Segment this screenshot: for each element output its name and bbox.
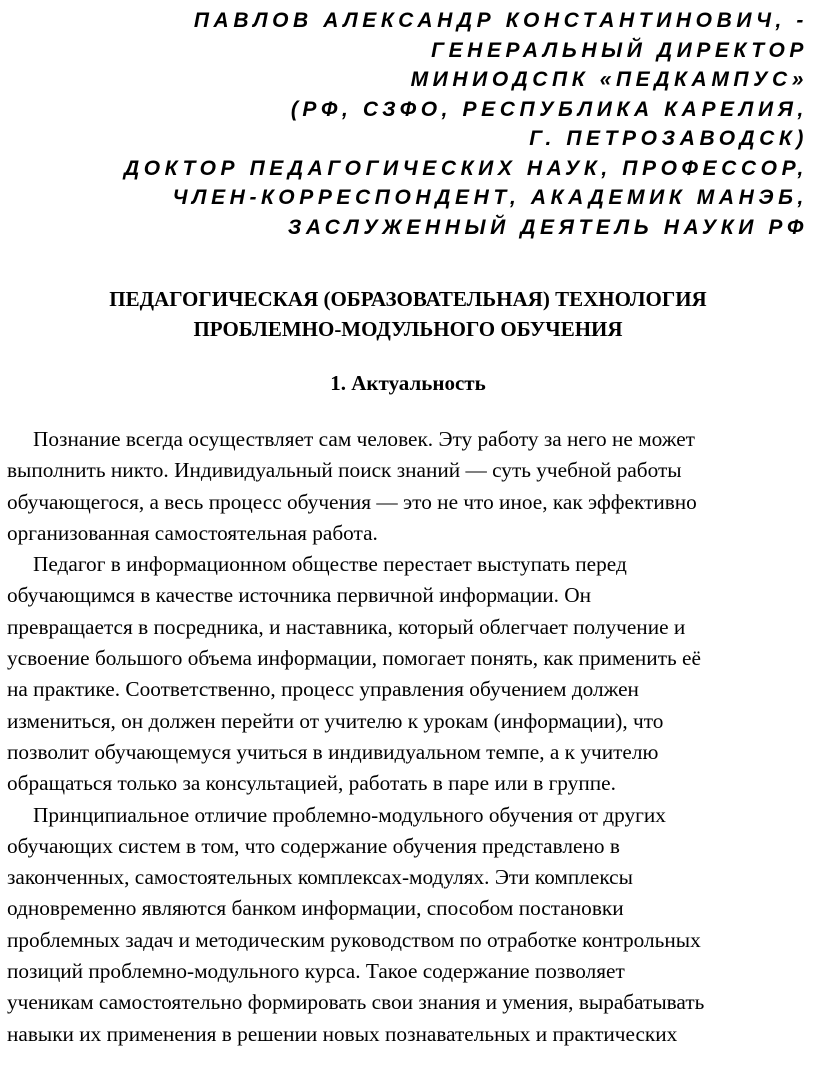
paragraph-line: на практике. Соответственно, процесс управления обучением должен [7, 677, 639, 702]
paragraph-line: обучающимся в качестве источника первичной информации. Он [7, 583, 592, 608]
paragraph-line: позволит обучающемуся учиться в индивидуальном темпе, а к учителю [7, 739, 659, 764]
paragraph-line: проблемных задач и методическим руководством по отработке контрольных [7, 927, 701, 952]
author-line: (РФ, СЗФО, РЕСПУБЛИКА КАРЕЛИЯ, [290, 97, 808, 121]
paragraph-line: обращаться только за консультацией, работать в паре или в группе. [7, 771, 616, 796]
paragraph-line: Познание всегда осуществляет сам человек. Эту работу за него не может [33, 427, 695, 451]
author-line: Г. ПЕТРОЗАВОДСК) [529, 127, 808, 150]
paragraph-line: законченных, самостоятельных комплексах-модулях. Эти комплексы [7, 865, 633, 890]
paragraph-line: обучающих систем в том, что содержание обучения представлено в [7, 833, 620, 858]
author-info [28, 6, 808, 242]
author-line: ЧЛЕН-КОРРЕСПОНДЕНТ, АКАДЕМИК МАНЭБ, [172, 186, 808, 209]
section-heading: 1. Актуальность [330, 371, 486, 395]
author-line: ПАВЛОВ АЛЕКСАНДР КОНСТАНТИНОВИЧ, - [193, 9, 808, 32]
paragraph-line: Педагог в информационном обществе перестает выступать перед [33, 552, 627, 577]
author-line: ДОКТОР ПЕДАГОГИЧЕСКИХ НАУК, ПРОФЕССОР, [123, 156, 808, 180]
paragraph-line: измениться, он должен перейти от учителю к урокам (информации), что [7, 708, 664, 733]
document-title [0, 284, 816, 344]
author-line: ГЕНЕРАЛЬНЫЙ ДИРЕКТОР [431, 38, 808, 62]
paragraph-line: навыки их применения в решении новых познавательных и практических [7, 1021, 678, 1046]
title-line: ПРОБЛЕМНО-МОДУЛЬНОГО ОБУЧЕНИЯ [193, 317, 623, 341]
paragraph-line: ученикам самостоятельно формировать свои знания и умения, вырабатывать [7, 990, 705, 1015]
author-line: МИНИОДСПК «ПЕДКАМПУС» [410, 68, 808, 91]
paragraph-line: превращается в посредника, и наставника, который облегчает получение и [7, 614, 686, 639]
paragraph-line: обучающегося, а весь процесс обучения — это не что иное, как эффективно [7, 489, 697, 514]
body-text [7, 424, 809, 1050]
paragraph-line: выполнить никто. Индивидуальный поиск знаний — суть учебной работы [7, 458, 682, 483]
paragraph-line: позиций проблемно-модульного курса. Такое содержание позволяет [7, 959, 625, 984]
paragraph-line: организованная самостоятельная работа. [7, 520, 378, 545]
paragraph-line: усвоение большого объема информации, помогает понять, как применить её [7, 646, 701, 671]
paragraph-line: одновременно являются банком информации, способом постановки [7, 896, 624, 921]
paragraph-line: Принципиальное отличие проблемно-модульного обучения от других [33, 802, 666, 827]
author-line: ЗАСЛУЖЕННЫЙ ДЕЯТЕЛЬ НАУКИ РФ [287, 215, 808, 239]
title-line: ПЕДАГОГИЧЕСКАЯ (ОБРАЗОВАТЕЛЬНАЯ) ТЕХНОЛОГИЯ [109, 287, 707, 311]
